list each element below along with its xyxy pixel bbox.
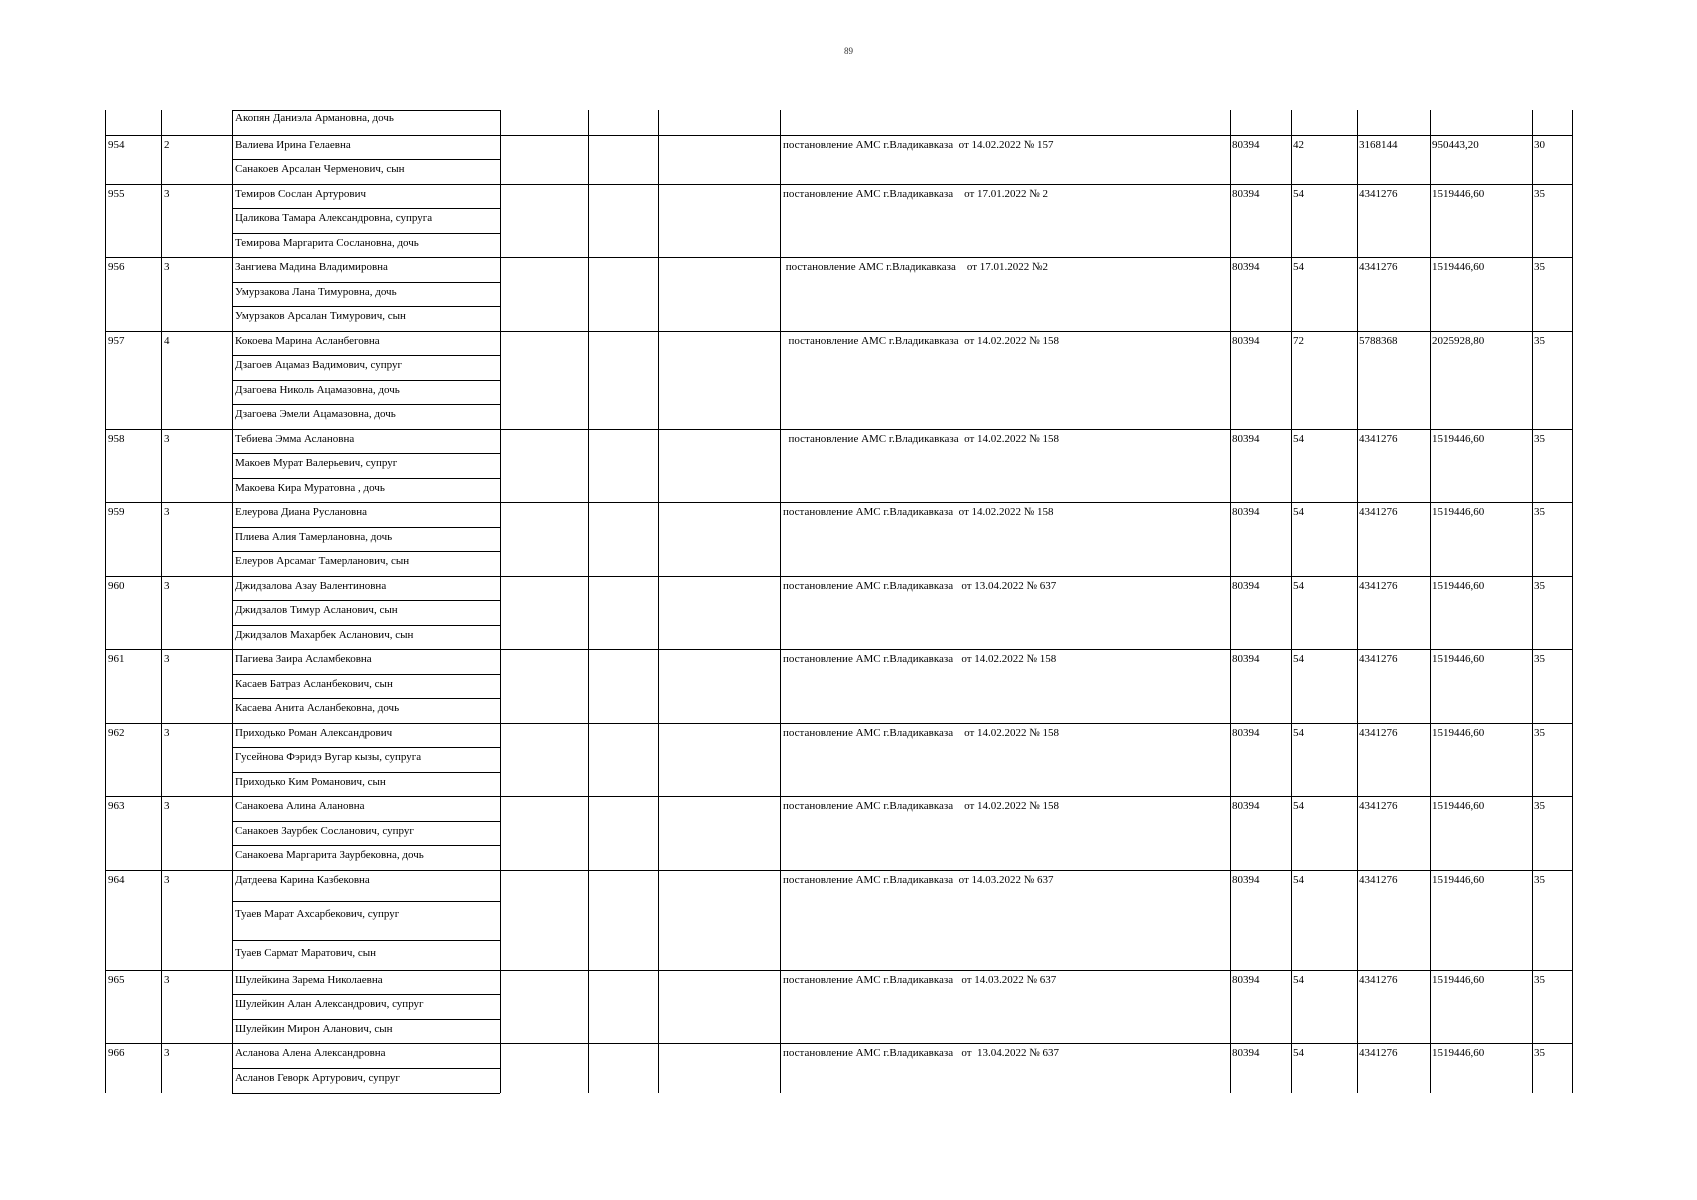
cost-per-sqm: 80394 (1232, 973, 1260, 986)
cost-per-sqm: 80394 (1232, 579, 1260, 592)
row-number: 961 (108, 653, 125, 665)
estimated-cost: 4341276 (1359, 653, 1398, 665)
person-rule (232, 551, 500, 552)
estimated-cost: 4341276 (1359, 726, 1398, 739)
person-name: Туаев Марат Ахсарбекович, супруг (235, 907, 400, 920)
person-name: Санакоева Маргарита Заурбековна, дочь (235, 849, 424, 861)
person-rule (232, 901, 500, 902)
subsidy-percent: 35 (1534, 579, 1545, 592)
decree-reference: постановление АМС г.Владикавказа от 14.02.2022 № 158 (783, 506, 1054, 518)
person-rule (232, 478, 500, 479)
subsidy-amount: 1519446,60 (1432, 579, 1485, 592)
row-rule (105, 870, 1572, 871)
person-name: Джидзалова Азау Валентиновна (235, 579, 387, 592)
person-name: Макоева Кира Муратовна , дочь (235, 481, 385, 494)
area-norm: 54 (1293, 726, 1304, 739)
person-name: Умурзаков Арсалан Тимурович, сын (235, 310, 406, 322)
family-size: 4 (164, 334, 170, 347)
person-name: Санакоев Заурбек Сосланович, супруг (235, 824, 414, 837)
person-name: Цаликова Тамара Александровна, супруга (235, 212, 433, 224)
area-norm: 54 (1293, 506, 1304, 518)
person-rule (232, 600, 500, 601)
estimated-cost: 4341276 (1359, 261, 1398, 273)
decree-reference: постановление АМС г.Владикавказа от 13.04.2022 № 637 (783, 1047, 1060, 1059)
family-size: 3 (164, 187, 170, 200)
person-name: Касаева Анита Асланбековна, дочь (235, 702, 400, 714)
person-name: Шулейкина Зарема Николаевна (235, 973, 383, 986)
person-name: Плиева Алия Тамерлановна, дочь (235, 530, 393, 543)
person-rule (232, 453, 500, 454)
person-name: Елеуров Арсамаг Тамерланович, сын (235, 555, 410, 567)
area-norm: 72 (1293, 334, 1304, 347)
decree-reference: постановление АМС г.Владикавказа от 14.02.2022 № 158 (783, 726, 1060, 739)
subsidy-percent: 35 (1534, 432, 1545, 445)
area-norm: 54 (1293, 1047, 1304, 1059)
person-name: Макоев Мурат Валерьевич, супруг (235, 457, 398, 469)
person-name: Дзагоев Ацамаз Вадимович, супруг (235, 359, 403, 371)
cost-per-sqm: 80394 (1232, 800, 1260, 812)
person-rule (232, 208, 500, 209)
subsidy-percent: 30 (1534, 138, 1545, 151)
family-size: 3 (164, 873, 170, 886)
row-number: 958 (108, 432, 125, 445)
row-rule (105, 1043, 1572, 1044)
person-name: Асланов Геворк Артурович, супруг (235, 1071, 400, 1084)
estimated-cost: 4341276 (1359, 432, 1398, 445)
subsidy-percent: 35 (1534, 334, 1545, 347)
person-rule (232, 1019, 500, 1020)
area-norm: 54 (1293, 579, 1304, 592)
person-rule (232, 994, 500, 995)
row-number: 957 (108, 334, 125, 347)
row-number: 964 (108, 873, 125, 886)
person-rule (232, 380, 500, 381)
decree-reference: постановление АМС г.Владикавказа от 14.02.2022 № 158 (783, 800, 1060, 812)
row-number: 965 (108, 973, 125, 986)
estimated-cost: 5788368 (1359, 334, 1398, 347)
person-name: Джидзалов Махарбек Асланович, сын (235, 628, 414, 641)
estimated-cost: 4341276 (1359, 800, 1398, 812)
area-norm: 54 (1293, 653, 1304, 665)
person-rule (232, 625, 500, 626)
decree-reference: постановление АМС г.Владикавказа от 14.03.2022 № 637 (783, 873, 1054, 886)
cost-per-sqm: 80394 (1232, 653, 1260, 665)
decree-reference: постановление АМС г.Владикавказа от 14.02.2022 № 158 (783, 334, 1060, 347)
row-rule (105, 723, 1572, 724)
subsidy-amount: 1519446,60 (1432, 973, 1485, 986)
subsidy-amount: 1519446,60 (1432, 726, 1485, 739)
person-name: Санакоева Алина Алановна (235, 800, 365, 812)
row-number: 962 (108, 726, 125, 739)
person-rule (232, 306, 500, 307)
subsidy-percent: 35 (1534, 506, 1545, 518)
person-rule (232, 698, 500, 699)
subsidy-amount: 1519446,60 (1432, 1047, 1485, 1059)
family-size: 3 (164, 653, 170, 665)
estimated-cost: 3168144 (1359, 138, 1398, 151)
row-rule (105, 257, 1572, 258)
person-name: Темиров Сослан Артурович (235, 187, 367, 200)
person-box-bottom (232, 1093, 500, 1094)
cost-per-sqm: 80394 (1232, 873, 1260, 886)
person-name: Шулейкин Алан Александрович, супруг (235, 998, 424, 1010)
family-size: 3 (164, 506, 170, 518)
row-number: 956 (108, 261, 125, 273)
row-rule (105, 576, 1572, 577)
person-name: Асланова Алена Александровна (235, 1047, 386, 1059)
cost-per-sqm: 80394 (1232, 726, 1260, 739)
area-norm: 54 (1293, 432, 1304, 445)
subsidy-amount: 1519446,60 (1432, 873, 1485, 886)
area-norm: 54 (1293, 873, 1304, 886)
row-rule (105, 429, 1572, 430)
cost-per-sqm: 80394 (1232, 138, 1260, 151)
family-size: 2 (164, 138, 170, 151)
decree-reference: постановление АМС г.Владикавказа от 17.01.2022 № 2 (783, 187, 1049, 200)
decree-reference: постановление АМС г.Владикавказа от 14.03.2022 № 637 (783, 973, 1057, 986)
row-rule (105, 796, 1572, 797)
subsidy-percent: 35 (1534, 187, 1545, 200)
subsidy-amount: 1519446,60 (1432, 261, 1485, 273)
person-box-top (232, 110, 500, 111)
page-number: 89 (844, 46, 853, 56)
person-name: Умурзакова Лана Тимуровна, дочь (235, 285, 397, 298)
person-name: Касаев Батраз Асланбекович, сын (235, 677, 393, 690)
row-number: 959 (108, 506, 125, 518)
person-rule (232, 772, 500, 773)
family-size: 3 (164, 800, 170, 812)
person-name: Дзагоева Эмели Ацамазовна, дочь (235, 408, 396, 420)
person-rule (232, 527, 500, 528)
estimated-cost: 4341276 (1359, 973, 1398, 986)
cost-per-sqm: 80394 (1232, 506, 1260, 518)
subsidy-amount: 2025928,80 (1432, 334, 1485, 347)
estimated-cost: 4341276 (1359, 873, 1398, 886)
row-rule (105, 649, 1572, 650)
decree-reference: постановление АМС г.Владикавказа от 17.01.2022 №2 (783, 261, 1049, 273)
person-rule (232, 821, 500, 822)
person-name: Туаев Сармат Маратович, сын (235, 946, 377, 959)
row-rule (105, 502, 1572, 503)
subsidy-amount: 1519446,60 (1432, 800, 1485, 812)
subsidy-amount: 950443,20 (1432, 138, 1479, 151)
person-rule (232, 233, 500, 234)
person-rule (232, 159, 500, 160)
person-rule (232, 674, 500, 675)
person-name: Елеурова Диана Руслановна (235, 506, 368, 518)
estimated-cost: 4341276 (1359, 579, 1398, 592)
person-name: Приходько Ким Романович, сын (235, 775, 386, 788)
subsidy-percent: 35 (1534, 1047, 1545, 1059)
subsidy-percent: 35 (1534, 261, 1545, 273)
family-size: 3 (164, 432, 170, 445)
subsidy-percent: 35 (1534, 873, 1545, 886)
person-rule (232, 355, 500, 356)
subsidy-percent: 35 (1534, 653, 1545, 665)
area-norm: 54 (1293, 261, 1304, 273)
row-number: 955 (108, 187, 125, 200)
cost-per-sqm: 80394 (1232, 187, 1260, 200)
subsidy-percent: 35 (1534, 800, 1545, 812)
row-number: 960 (108, 579, 125, 592)
person-rule (232, 940, 500, 941)
row-rule (105, 970, 1572, 971)
estimated-cost: 4341276 (1359, 1047, 1398, 1059)
area-norm: 42 (1293, 138, 1304, 151)
person-name: Датдеева Карина Казбековна (235, 873, 370, 886)
row-rule (105, 135, 1572, 136)
area-norm: 54 (1293, 187, 1304, 200)
decree-reference: постановление АМС г.Владикавказа от 14.02.2022 № 158 (783, 653, 1057, 665)
person-name: Приходько Роман Александрович (235, 726, 393, 739)
column-rule (1572, 110, 1573, 1093)
subsidy-amount: 1519446,60 (1432, 653, 1485, 665)
person-rule (232, 747, 500, 748)
row-rule (105, 331, 1572, 332)
area-norm: 54 (1293, 800, 1304, 812)
cost-per-sqm: 80394 (1232, 261, 1260, 273)
family-size: 3 (164, 579, 170, 592)
row-rule (105, 184, 1572, 185)
person-name: Дзагоева Николь Ацамазовна, дочь (235, 383, 400, 396)
person-name: Кокоева Марина Асланбеговна (235, 334, 380, 347)
family-size: 3 (164, 973, 170, 986)
decree-reference: постановление АМС г.Владикавказа от 13.04.2022 № 637 (783, 579, 1057, 592)
decree-reference: постановление АМС г.Владикавказа от 14.02.2022 № 158 (783, 432, 1060, 445)
person-name: Акопян Даниэла Армановна, дочь (235, 112, 394, 124)
decree-reference: постановление АМС г.Владикавказа от 14.02.2022 № 157 (783, 138, 1054, 151)
subsidy-percent: 35 (1534, 726, 1545, 739)
subsidy-amount: 1519446,60 (1432, 432, 1485, 445)
row-number: 963 (108, 800, 125, 812)
subsidy-amount: 1519446,60 (1432, 187, 1485, 200)
person-name: Санакоев Арсалан Черменович, сын (235, 163, 405, 175)
cost-per-sqm: 80394 (1232, 1047, 1260, 1059)
person-name: Шулейкин Мирон Аланович, сын (235, 1022, 393, 1035)
person-name: Пагиева Заира Асламбековна (235, 653, 372, 665)
person-name: Темирова Маргарита Сослановна, дочь (235, 236, 419, 249)
family-size: 3 (164, 726, 170, 739)
estimated-cost: 4341276 (1359, 506, 1398, 518)
subsidy-percent: 35 (1534, 973, 1545, 986)
person-rule (232, 845, 500, 846)
row-number: 966 (108, 1047, 125, 1059)
person-name: Гусейнова Фэридэ Вугар кызы, супруга (235, 751, 422, 763)
estimated-cost: 4341276 (1359, 187, 1398, 200)
person-rule (232, 1068, 500, 1069)
row-number: 954 (108, 138, 125, 151)
person-name: Валиева Ирина Гелаевна (235, 138, 351, 151)
area-norm: 54 (1293, 973, 1304, 986)
person-rule (232, 282, 500, 283)
family-size: 3 (164, 261, 170, 273)
subsidy-amount: 1519446,60 (1432, 506, 1485, 518)
person-rule (232, 404, 500, 405)
cost-per-sqm: 80394 (1232, 432, 1260, 445)
person-name: Джидзалов Тимур Асланович, сын (235, 604, 398, 616)
person-name: Тебиева Эмма Аслановна (235, 432, 355, 445)
family-size: 3 (164, 1047, 170, 1059)
person-name: Зангиева Мадина Владимировна (235, 261, 388, 273)
cost-per-sqm: 80394 (1232, 334, 1260, 347)
